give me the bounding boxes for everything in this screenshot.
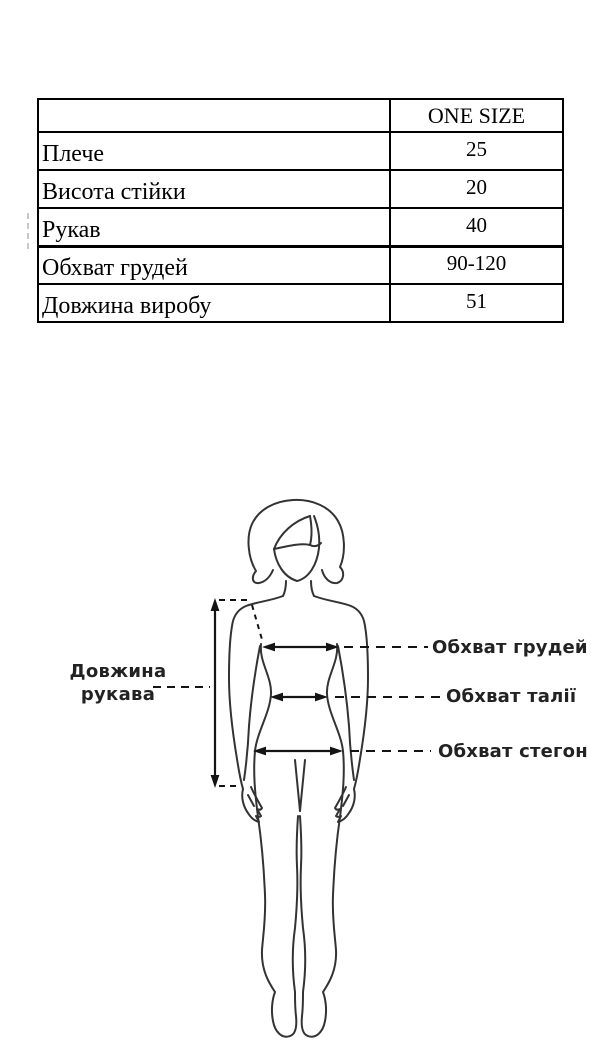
left-torso-leg-outline: [254, 644, 298, 1037]
row-value-sleeve: 40: [390, 208, 563, 246]
right-arm-outline: [314, 596, 368, 789]
row-label-shoulder: Плече: [38, 132, 390, 170]
right-inner-arm-line: [338, 646, 354, 780]
row-value-chest: 90-120: [390, 246, 563, 284]
sleeve-arrowhead-top: [211, 598, 220, 611]
right-hand-finger-line: [343, 795, 349, 806]
hair-outline-icon: [249, 500, 344, 583]
chest-girth-label: Обхват грудей: [432, 637, 588, 658]
chest-arrowhead-left: [262, 643, 275, 652]
header-one-size-cell: ONE SIZE: [390, 99, 563, 132]
neck-right-line: [311, 581, 314, 596]
right-torso-leg-outline: [300, 644, 344, 1037]
hip-girth-label: Обхват стегон: [438, 741, 588, 762]
left-hand-finger-line: [248, 795, 254, 806]
neck-left-line: [283, 581, 286, 596]
row-label-chest: Обхват грудей: [38, 246, 390, 284]
waist-girth-label: Обхват талії: [446, 686, 577, 707]
hip-arrowhead-right: [330, 747, 343, 756]
sleeve-arrowhead-bottom: [211, 775, 220, 788]
sleeve-length-label: [48, 660, 188, 706]
row-value-length: 51: [390, 284, 563, 322]
crotch-line-right: [300, 760, 305, 811]
crotch-line-left: [295, 760, 300, 811]
row-value-shoulder: 25: [390, 132, 563, 170]
left-arm-outline: [229, 596, 283, 789]
row-value-collar-height: 20: [390, 170, 563, 208]
hair-lock-icon: [310, 516, 312, 545]
row-label-length: Довжина виробу: [38, 284, 390, 322]
sleeve-length-label-line2: рукава: [80, 684, 156, 705]
shoulder-diagonal-dash: [252, 605, 263, 643]
left-inner-arm-line: [244, 646, 260, 780]
sleeve-length-label-line1: Довжина: [69, 661, 167, 682]
hair-fringe-bottom-icon: [274, 543, 321, 549]
row-label-collar-height: Висота стійки: [38, 170, 390, 208]
row-label-sleeve: Рукав: [38, 208, 390, 246]
